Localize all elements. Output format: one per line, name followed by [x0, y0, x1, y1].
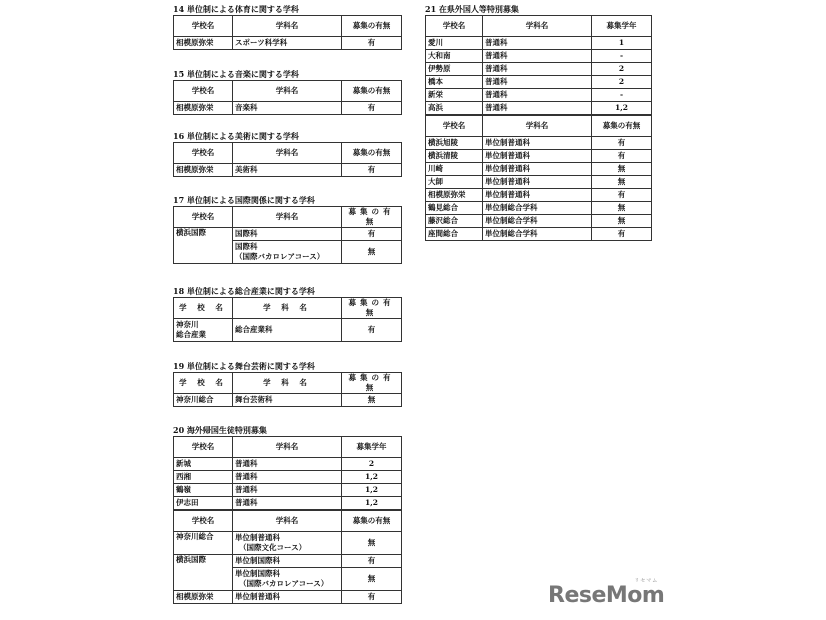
col-course: 学 科 名 — [233, 373, 342, 394]
cell-course: 総合産業科 — [233, 319, 342, 342]
table-14 — [173, 15, 402, 50]
cell-course: 美術科 — [233, 164, 342, 177]
col-status: 募集の有無 — [342, 207, 402, 228]
col-status: 募集の有無 — [342, 81, 402, 102]
table-row — [174, 319, 402, 342]
col-school: 学校名 — [174, 81, 233, 102]
table-20b — [173, 510, 402, 604]
section-title: 15 単位制による音楽に関する学科 — [173, 69, 299, 79]
table-row: 神奈川総合 単位制普通科 （国際文化コース） 無 — [174, 532, 402, 555]
section-19 — [173, 361, 402, 407]
table-21b — [425, 115, 652, 241]
cell-status: 有 — [342, 164, 402, 177]
table-row — [174, 394, 402, 407]
section-title: 19 単位制による舞台芸術に関する学科 — [173, 361, 315, 371]
section-21 — [425, 4, 652, 241]
header-row — [174, 437, 402, 458]
col-school: 学 校 名 — [174, 298, 233, 319]
col-school: 学校名 — [174, 16, 233, 37]
col-status: 募集の有無 — [342, 298, 402, 319]
table-row: 横浜旭陵 単位制普通科 有 — [426, 137, 652, 150]
section-20 — [173, 425, 402, 604]
cell-status: 有 — [342, 102, 402, 115]
table-row: 単位制国際科 （国際バカロレアコース） 無 — [174, 568, 402, 591]
header-row: 学校名 学科名 募集の有無 — [174, 511, 402, 532]
col-school: 学校名 — [174, 437, 233, 458]
header-row — [174, 207, 402, 228]
cell-school: 横浜国際 — [174, 228, 233, 264]
section-15 — [173, 69, 402, 115]
table-row: 横浜国際 単位制国際科 有 — [174, 555, 402, 568]
cell-status: 有 — [342, 228, 402, 241]
section-14 — [173, 4, 402, 50]
table-row: 川崎 単位制普通科 無 — [426, 163, 652, 176]
cell-course: 音楽科 — [233, 102, 342, 115]
cell-status: 無 — [342, 394, 402, 407]
table-row: 鶴見総合 単位制総合学科 無 — [426, 202, 652, 215]
cell-status: 有 — [342, 37, 402, 50]
table-row: 大師 単位制普通科 無 — [426, 176, 652, 189]
col-course: 学科名 — [233, 437, 342, 458]
table-row — [174, 164, 402, 177]
col-school: 学 校 名 — [174, 373, 233, 394]
table-18 — [173, 297, 402, 342]
section-18 — [173, 286, 402, 342]
table-19 — [173, 372, 402, 407]
section-title: 20 海外帰国生徒特別募集 — [173, 425, 267, 435]
table-21a — [425, 15, 652, 115]
table-row: 藤沢総合 単位制総合学科 無 — [426, 215, 652, 228]
col-school: 学校名 — [174, 207, 233, 228]
table-row: 新栄 普通科 - — [426, 89, 652, 102]
section-title: 17 単位制による国際関係に関する学科 — [173, 195, 315, 205]
resemom-logo: ReseMom リセマム — [548, 578, 665, 608]
header-row: 学校名 学科名 募集の有無 — [426, 116, 652, 137]
header-row — [174, 143, 402, 164]
table-row: 大和南 普通科 - — [426, 50, 652, 63]
cell-course: 国際科 （国際バカロレアコース） — [233, 241, 342, 264]
section-title: 21 在県外国人等特別募集 — [425, 4, 519, 14]
section-17 — [173, 195, 402, 264]
table-row — [174, 37, 402, 50]
header-row — [174, 298, 402, 319]
col-status: 募集の有無 — [342, 143, 402, 164]
table-row: 新城 普通科 2 — [174, 458, 402, 471]
table-row: 鶴嶺 普通科 1,2 — [174, 484, 402, 497]
table-20a — [173, 436, 402, 510]
cell-course: 国際科 — [233, 228, 342, 241]
cell-course: スポーツ科学科 — [233, 37, 342, 50]
col-course: 学科名 — [233, 81, 342, 102]
table-row: 座間総合 単位制総合学科 有 — [426, 228, 652, 241]
col-status: 募集の有無 — [342, 16, 402, 37]
table-row: 伊志田 普通科 1,2 — [174, 497, 402, 510]
col-school: 学校名 — [174, 143, 233, 164]
table-row: 伊勢原 普通科 2 — [426, 63, 652, 76]
cell-course: 舞台芸術科 — [233, 394, 342, 407]
table-row: 高浜 普通科 1,2 — [426, 102, 652, 115]
col-course: 学科名 — [233, 207, 342, 228]
cell-school: 相模原弥栄 — [174, 102, 233, 115]
section-title: 16 単位制による美術に関する学科 — [173, 131, 299, 141]
header-row — [174, 16, 402, 37]
table-row: 相模原弥栄 単位制普通科 有 — [174, 591, 402, 604]
cell-school: 神奈川 総合産業 — [174, 319, 233, 342]
section-title: 14 単位制による体育に関する学科 — [173, 4, 299, 14]
table-16 — [173, 142, 402, 177]
cell-school: 相模原弥栄 — [174, 164, 233, 177]
col-grade: 募集学年 — [342, 437, 402, 458]
section-title: 18 単位制による総合産業に関する学科 — [173, 286, 315, 296]
table-row: 相模原弥栄 単位制普通科 有 — [426, 189, 652, 202]
section-16 — [173, 131, 402, 177]
cell-school: 神奈川総合 — [174, 394, 233, 407]
table-row: 愛川 普通科 1 — [426, 37, 652, 50]
table-15 — [173, 80, 402, 115]
cell-status: 有 — [342, 319, 402, 342]
col-course: 学 科 名 — [233, 298, 342, 319]
table-row: 横浜清陵 単位制普通科 有 — [426, 150, 652, 163]
col-status: 募集の有無 — [342, 373, 402, 394]
col-course: 学科名 — [233, 143, 342, 164]
table-row — [174, 102, 402, 115]
header-row — [174, 373, 402, 394]
table-17 — [173, 206, 402, 264]
header-row: 学校名 学科名 募集学年 — [426, 16, 652, 37]
cell-status: 無 — [342, 241, 402, 264]
header-row — [174, 81, 402, 102]
table-row: 西湘 普通科 1,2 — [174, 471, 402, 484]
cell-school: 相模原弥栄 — [174, 37, 233, 50]
table-row: 橋本 普通科 2 — [426, 76, 652, 89]
col-course: 学科名 — [233, 16, 342, 37]
table-row — [174, 228, 402, 241]
